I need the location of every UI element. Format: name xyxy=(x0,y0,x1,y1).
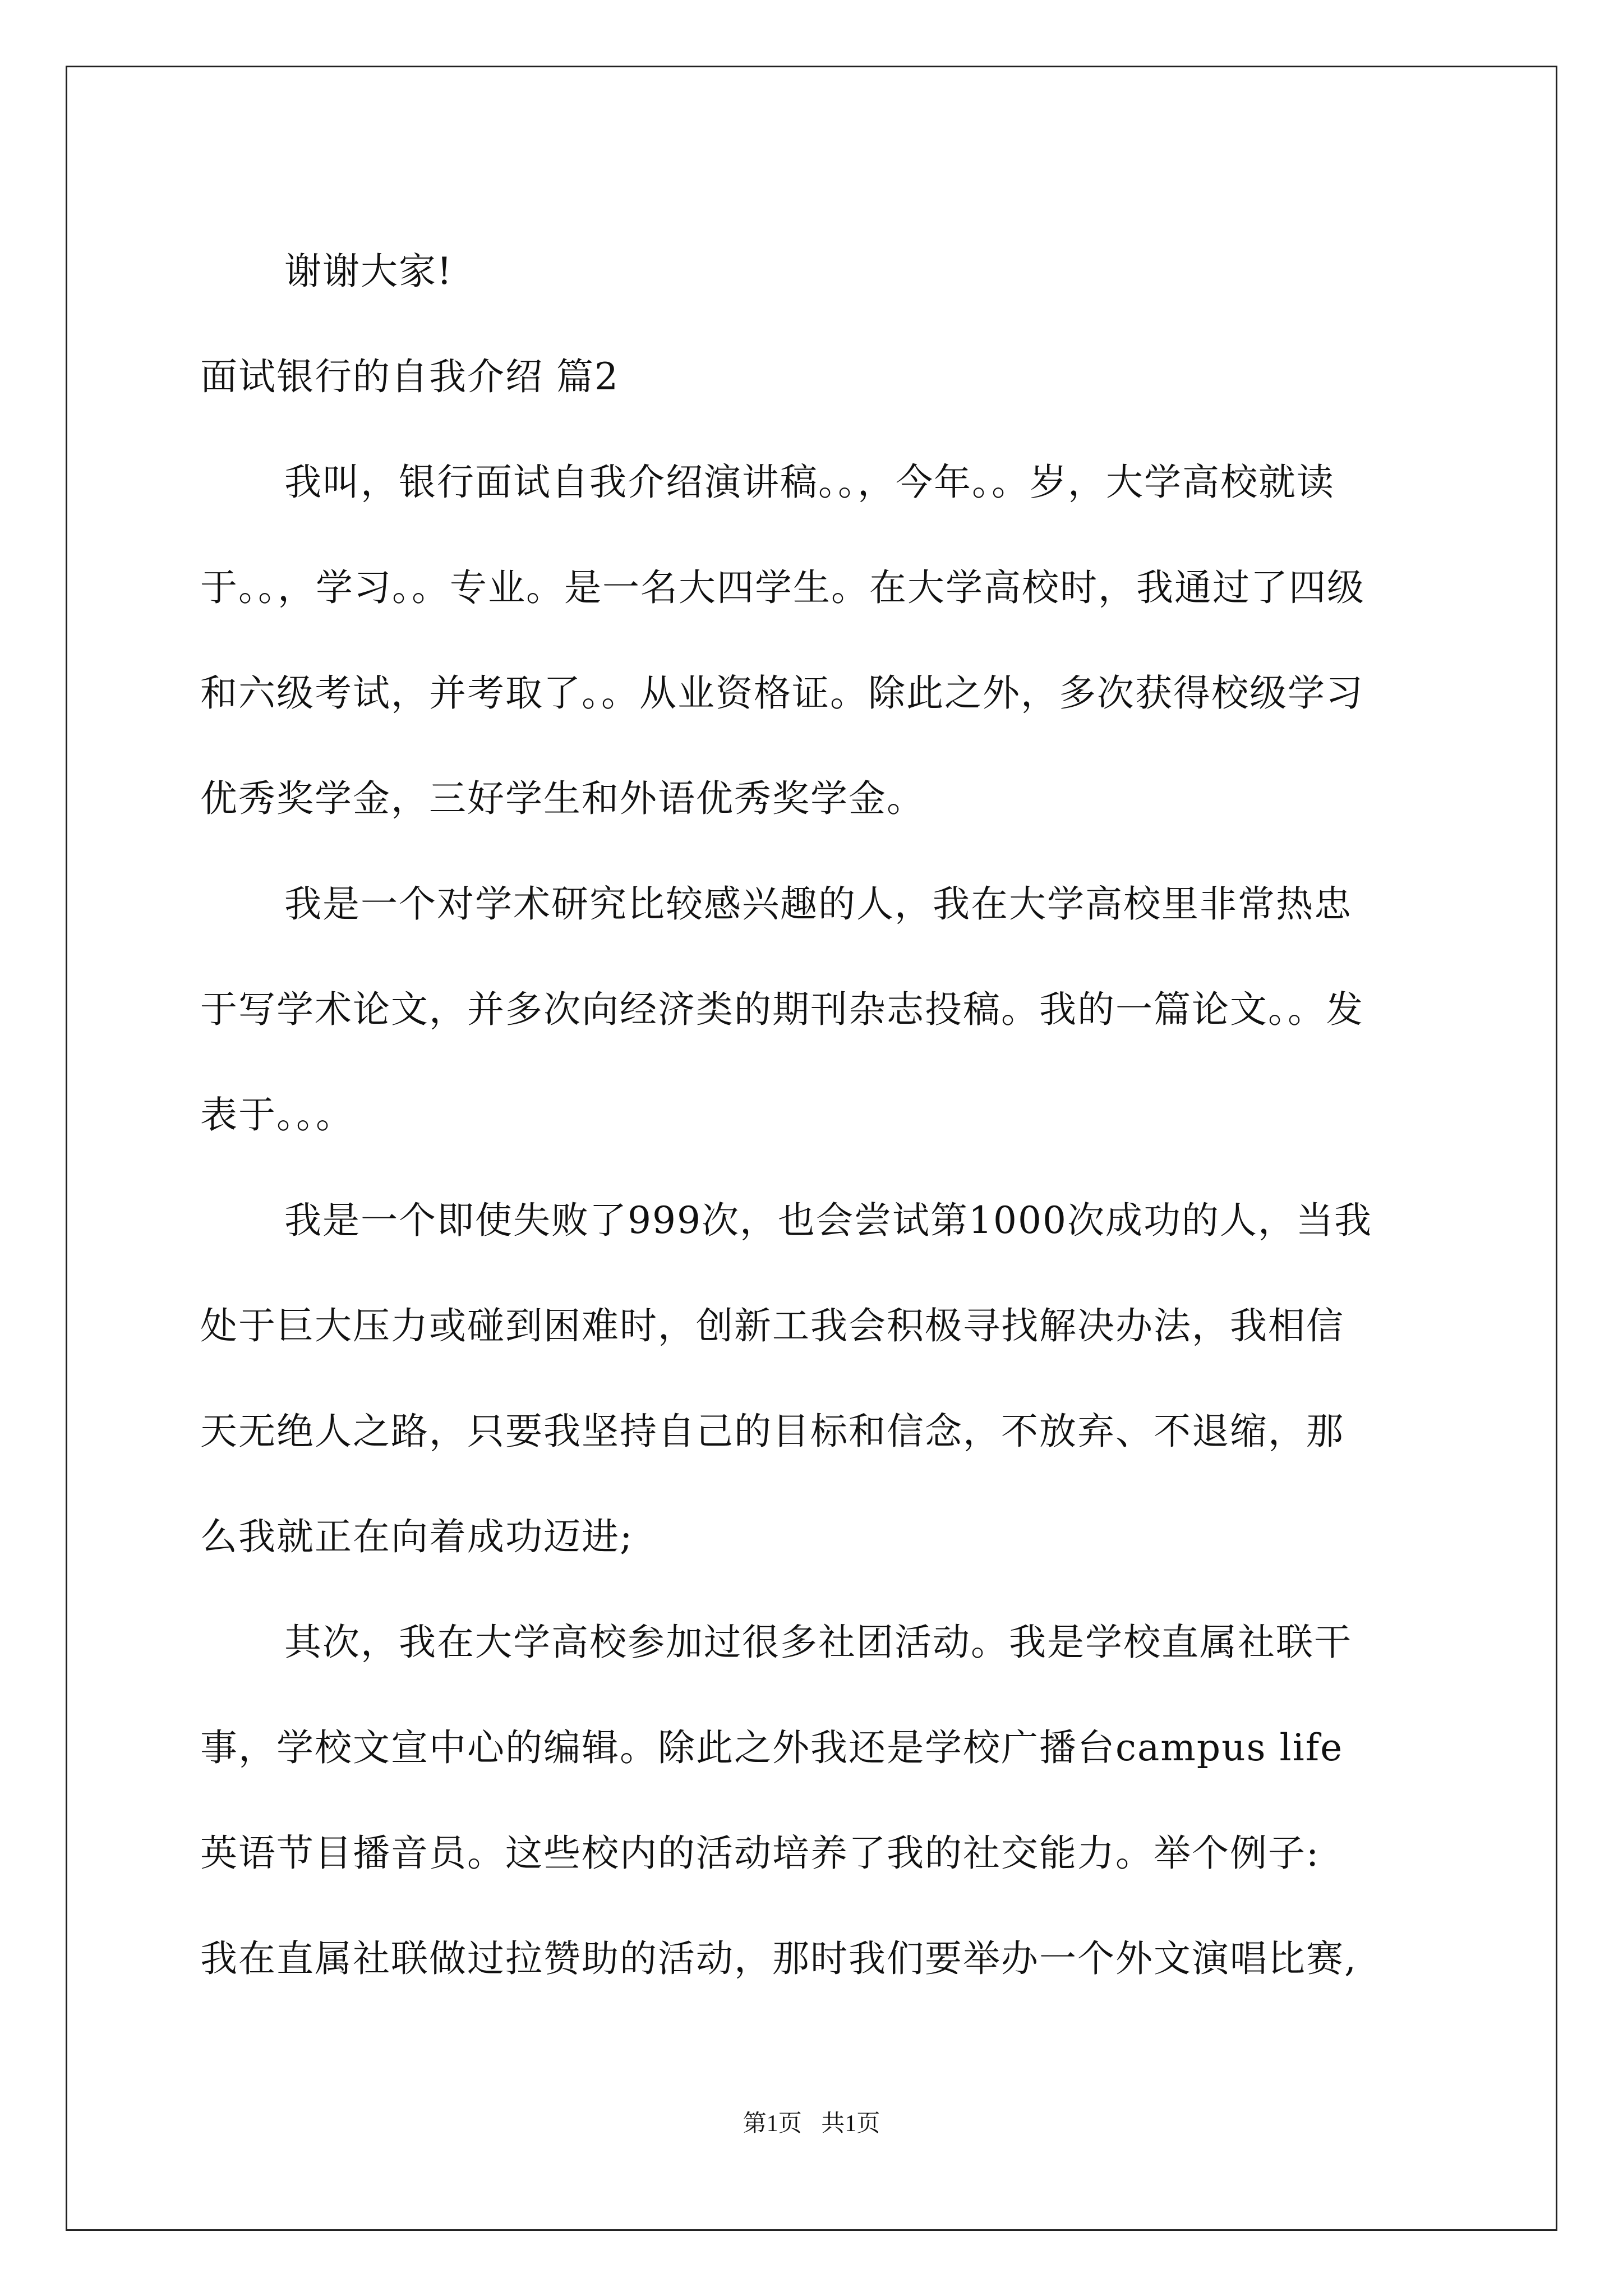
text-line: 我叫，银行面试自我介绍演讲稿。。，今年。。岁，大学高校就读 xyxy=(284,461,1335,504)
text-line: 于。。，学习。。专业。是一名大四学生。在大学高校时，我通过了四级 xyxy=(200,566,1365,609)
text-line: 优秀奖学金，三好学生和外语优秀奖学金。 xyxy=(200,777,925,820)
text-line: 我是一个对学术研究比较感兴趣的人，我在大学高校里非常热忠 xyxy=(284,882,1352,926)
text-line: 其次，我在大学高校参加过很多社团活动。我是学校直属社联干 xyxy=(284,1621,1352,1664)
text-line: 事，学校文宣中心的编辑。除此之外我还是学校广播台campus life xyxy=(200,1726,1344,1769)
text-line: 谢谢大家! xyxy=(284,250,453,293)
page-total: 共1页 xyxy=(821,2111,880,2137)
text-line: 于写学术论文，并多次向经济类的期刊杂志投稿。我的一篇论文。。发 xyxy=(200,988,1364,1031)
text-line: 天无绝人之路，只要我坚持自己的目标和信念，不放弃、不退缩，那 xyxy=(200,1410,1344,1453)
page-number: 第1页 xyxy=(743,2111,802,2137)
document-body xyxy=(200,219,1423,2012)
text-line: 么我就正在向着成功迈进; xyxy=(200,1515,634,1558)
text-line: 表于。。。 xyxy=(200,1093,354,1137)
section-heading: 面试银行的自我介绍 篇2 xyxy=(200,355,619,398)
text-line: 我在直属社联做过拉赞助的活动，那时我们要举办一个外文演唱比赛, xyxy=(200,1937,1357,1980)
text-line: 和六级考试，并考取了。。从业资格证。除此之外，多次获得校级学习 xyxy=(200,671,1364,715)
text-line: 英语节目播音员。这些校内的活动培养了我的社交能力。举个例子: xyxy=(200,1832,1320,1875)
text-line: 处于巨大压力或碰到困难时，创新工我会积极寻找解决办法，我相信 xyxy=(200,1304,1344,1347)
page-footer xyxy=(0,2105,1623,2138)
text-line: 我是一个即使失败了999次，也会尝试第1000次成功的人，当我 xyxy=(284,1199,1372,1242)
